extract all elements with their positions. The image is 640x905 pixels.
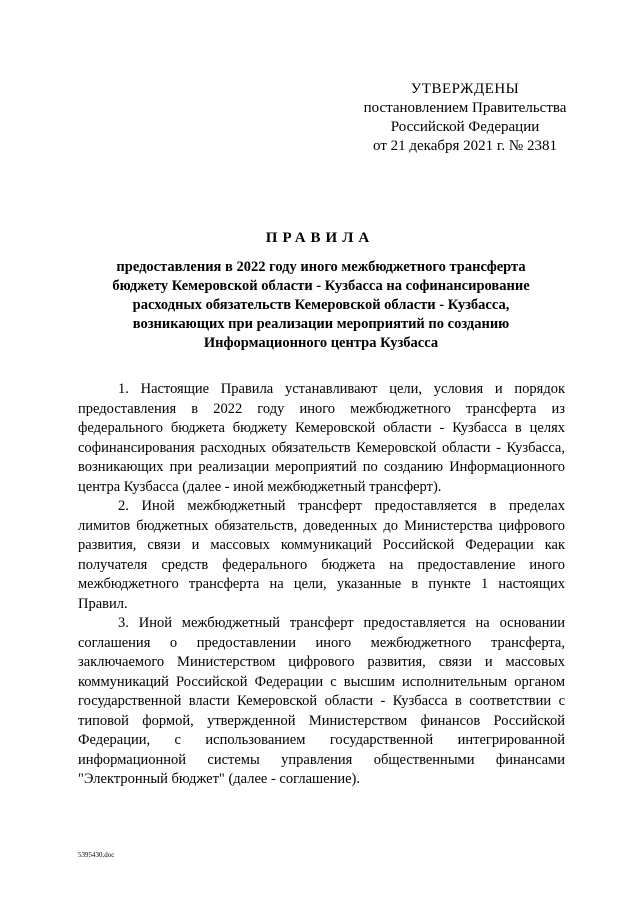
- subtitle-line: возникающих при реализации мероприятий по созданию: [132, 316, 510, 332]
- paragraph-3: 3. Иной межбюджетный трансферт предоставляется на основании соглашения о предоставлении иного межбюджетного трансферта, заключаемого Министерством цифрового развития, связи и массовых коммуникаций Российской Федерации с высшим исполнительным органом государственной власти Кемеровской области - Кузбасса в соответствии с типовой формой, утвержденной Министерством финансов Российской Федерации, с использованием государственной интегрированной информационной системы управления общественными финансами "Электронный бюджет" (далее - соглашение).: [78, 615, 565, 787]
- subtitle-line: бюджету Кемеровской области - Кузбасса на софинансирование: [112, 278, 530, 294]
- approval-line-3: от 21 декабря 2021 г. № 2381: [373, 138, 557, 154]
- subtitle-line: предоставления в 2022 году иного межбюджетного трансферта: [116, 259, 526, 275]
- file-name-footer: 5395430.doc: [78, 851, 115, 859]
- paragraph-1: 1. Настоящие Правила устанавливают цели, условия и порядок предоставления в 2022 году иного межбюджетного трансферта из федерального бюджета бюджету Кемеровской области - Кузбасса в целях софинансирования расходных обязательств Кемеровской области - Кузбасса, возникающих при реализации мероприятий по созданию Информационного центра Кузбасса (далее - иной межбюджетный трансферт).: [78, 381, 565, 495]
- approval-line-2: Российской Федерации: [390, 119, 540, 135]
- subtitle-line: расходных обязательств Кемеровской области - Кузбасса,: [132, 297, 510, 313]
- document-subtitle: [105, 258, 537, 353]
- document-title: ПРАВИЛА: [265, 230, 375, 246]
- approval-block: [340, 80, 590, 156]
- document-body: [78, 380, 565, 790]
- approval-line-1: постановлением Правительства: [363, 100, 567, 116]
- approval-heading: УТВЕРЖДЕНЫ: [410, 81, 520, 97]
- paragraph-2: 2. Иной межбюджетный трансферт предоставляется в пределах лимитов бюджетных обязательств, доведенных до Министерства цифрового развития, связи и массовых коммуникаций Российской Федерации как получателя средств федерального бюджета на предоставление иного межбюджетного трансферта на цели, указанные в пункте 1 настоящих Правил.: [78, 498, 565, 612]
- subtitle-line: Информационного центра Кузбасса: [203, 335, 439, 351]
